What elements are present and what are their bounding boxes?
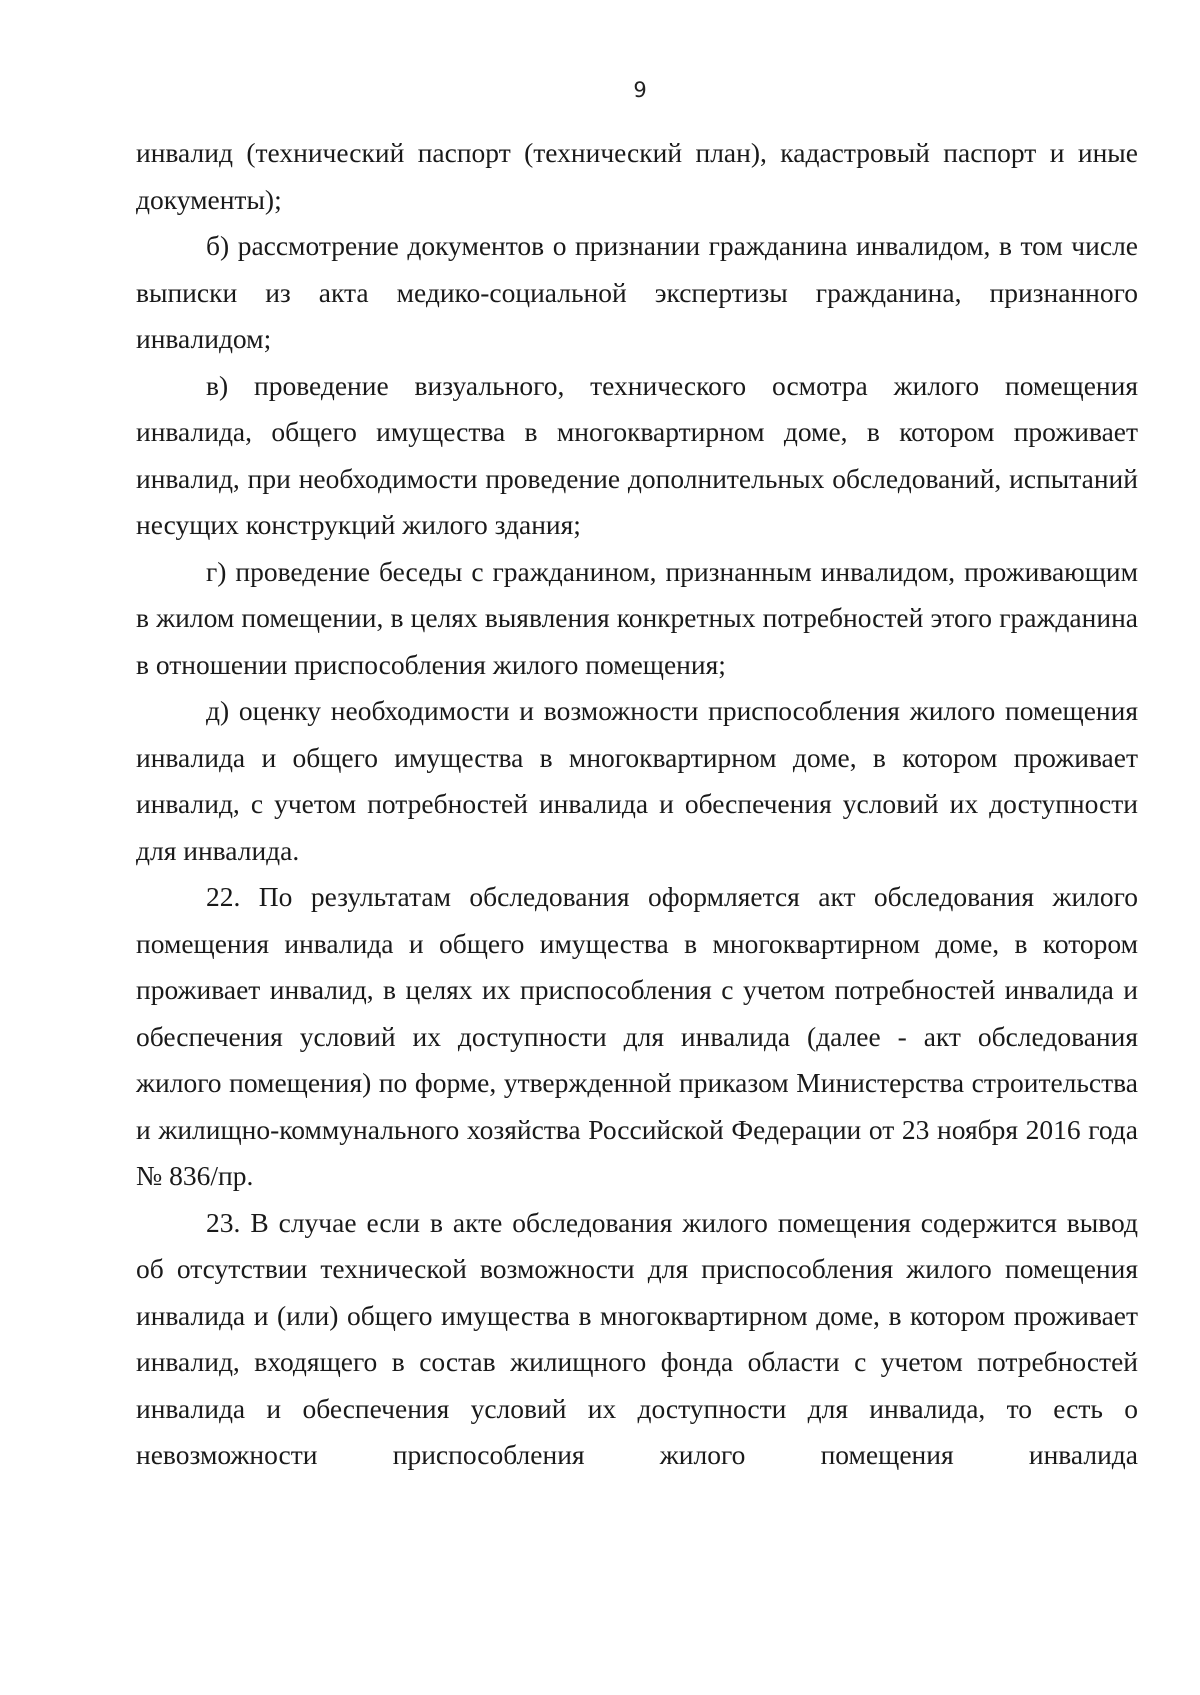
paragraph-item-23: 23. В случае если в акте обследования жилого помещения содержится вывод об отсутствии технической возможности для приспособления жилого помещения инвалида и (или) общего имущества в многоквартирном доме, в котором проживает инвалид, входящего в состав жилищного фонда области с учетом потребностей инвалида и обеспечения условий их доступности для инвалида, то есть о невозможности приспособления жилого помещения инвалида bbox=[136, 1206, 1138, 1470]
paragraph-item-d: д) оценку необходимости и возможности приспособления жилого помещения инвалида и общего имущества в многоквартирном доме, в котором проживает инвалид, с учетом потребностей инвалида и обеспечения условий их доступности для инвалида. bbox=[136, 695, 1138, 866]
paragraph-item-b: б) рассмотрение документов о признании гражданина инвалидом, в том числе выписки из акта медико-социальной экспертизы гражданина, признанного инвалидом; bbox=[136, 230, 1138, 354]
page-number: 9 bbox=[633, 78, 647, 102]
paragraph-item-g: г) проведение беседы с гражданином, признанным инвалидом, проживающим в жилом помещении, в целях выявления конкретных потребностей этого гражданина в отношении приспособления жилого помещения; bbox=[136, 555, 1138, 680]
document-body bbox=[136, 130, 1138, 1479]
paragraph-item-v: в) проведение визуального, технического осмотра жилого помещения инвалида, общего имущества в многоквартирном доме, в котором проживает инвалид, при необходимости проведение дополнительных обследований, испытаний несущих конструкций жилого здания; bbox=[136, 369, 1138, 540]
paragraph-item-22: 22. По результатам обследования оформляется акт обследования жилого помещения инвалида и общего имущества в многоквартирном доме, в котором проживает инвалид, в целях их приспособления с учетом потребностей инвалида и обеспечения условий их доступности для инвалида (далее - акт обследования жилого помещения) по форме, утвержденной приказом Министерства строительства и жилищно-коммунального хозяйства Российской Федерации от 23 ноября 2016 года № 836/пр. bbox=[136, 881, 1138, 1191]
paragraph-continuation: инвалид (технический паспорт (технический план), кадастровый паспорт и иные документы); bbox=[136, 137, 1138, 215]
